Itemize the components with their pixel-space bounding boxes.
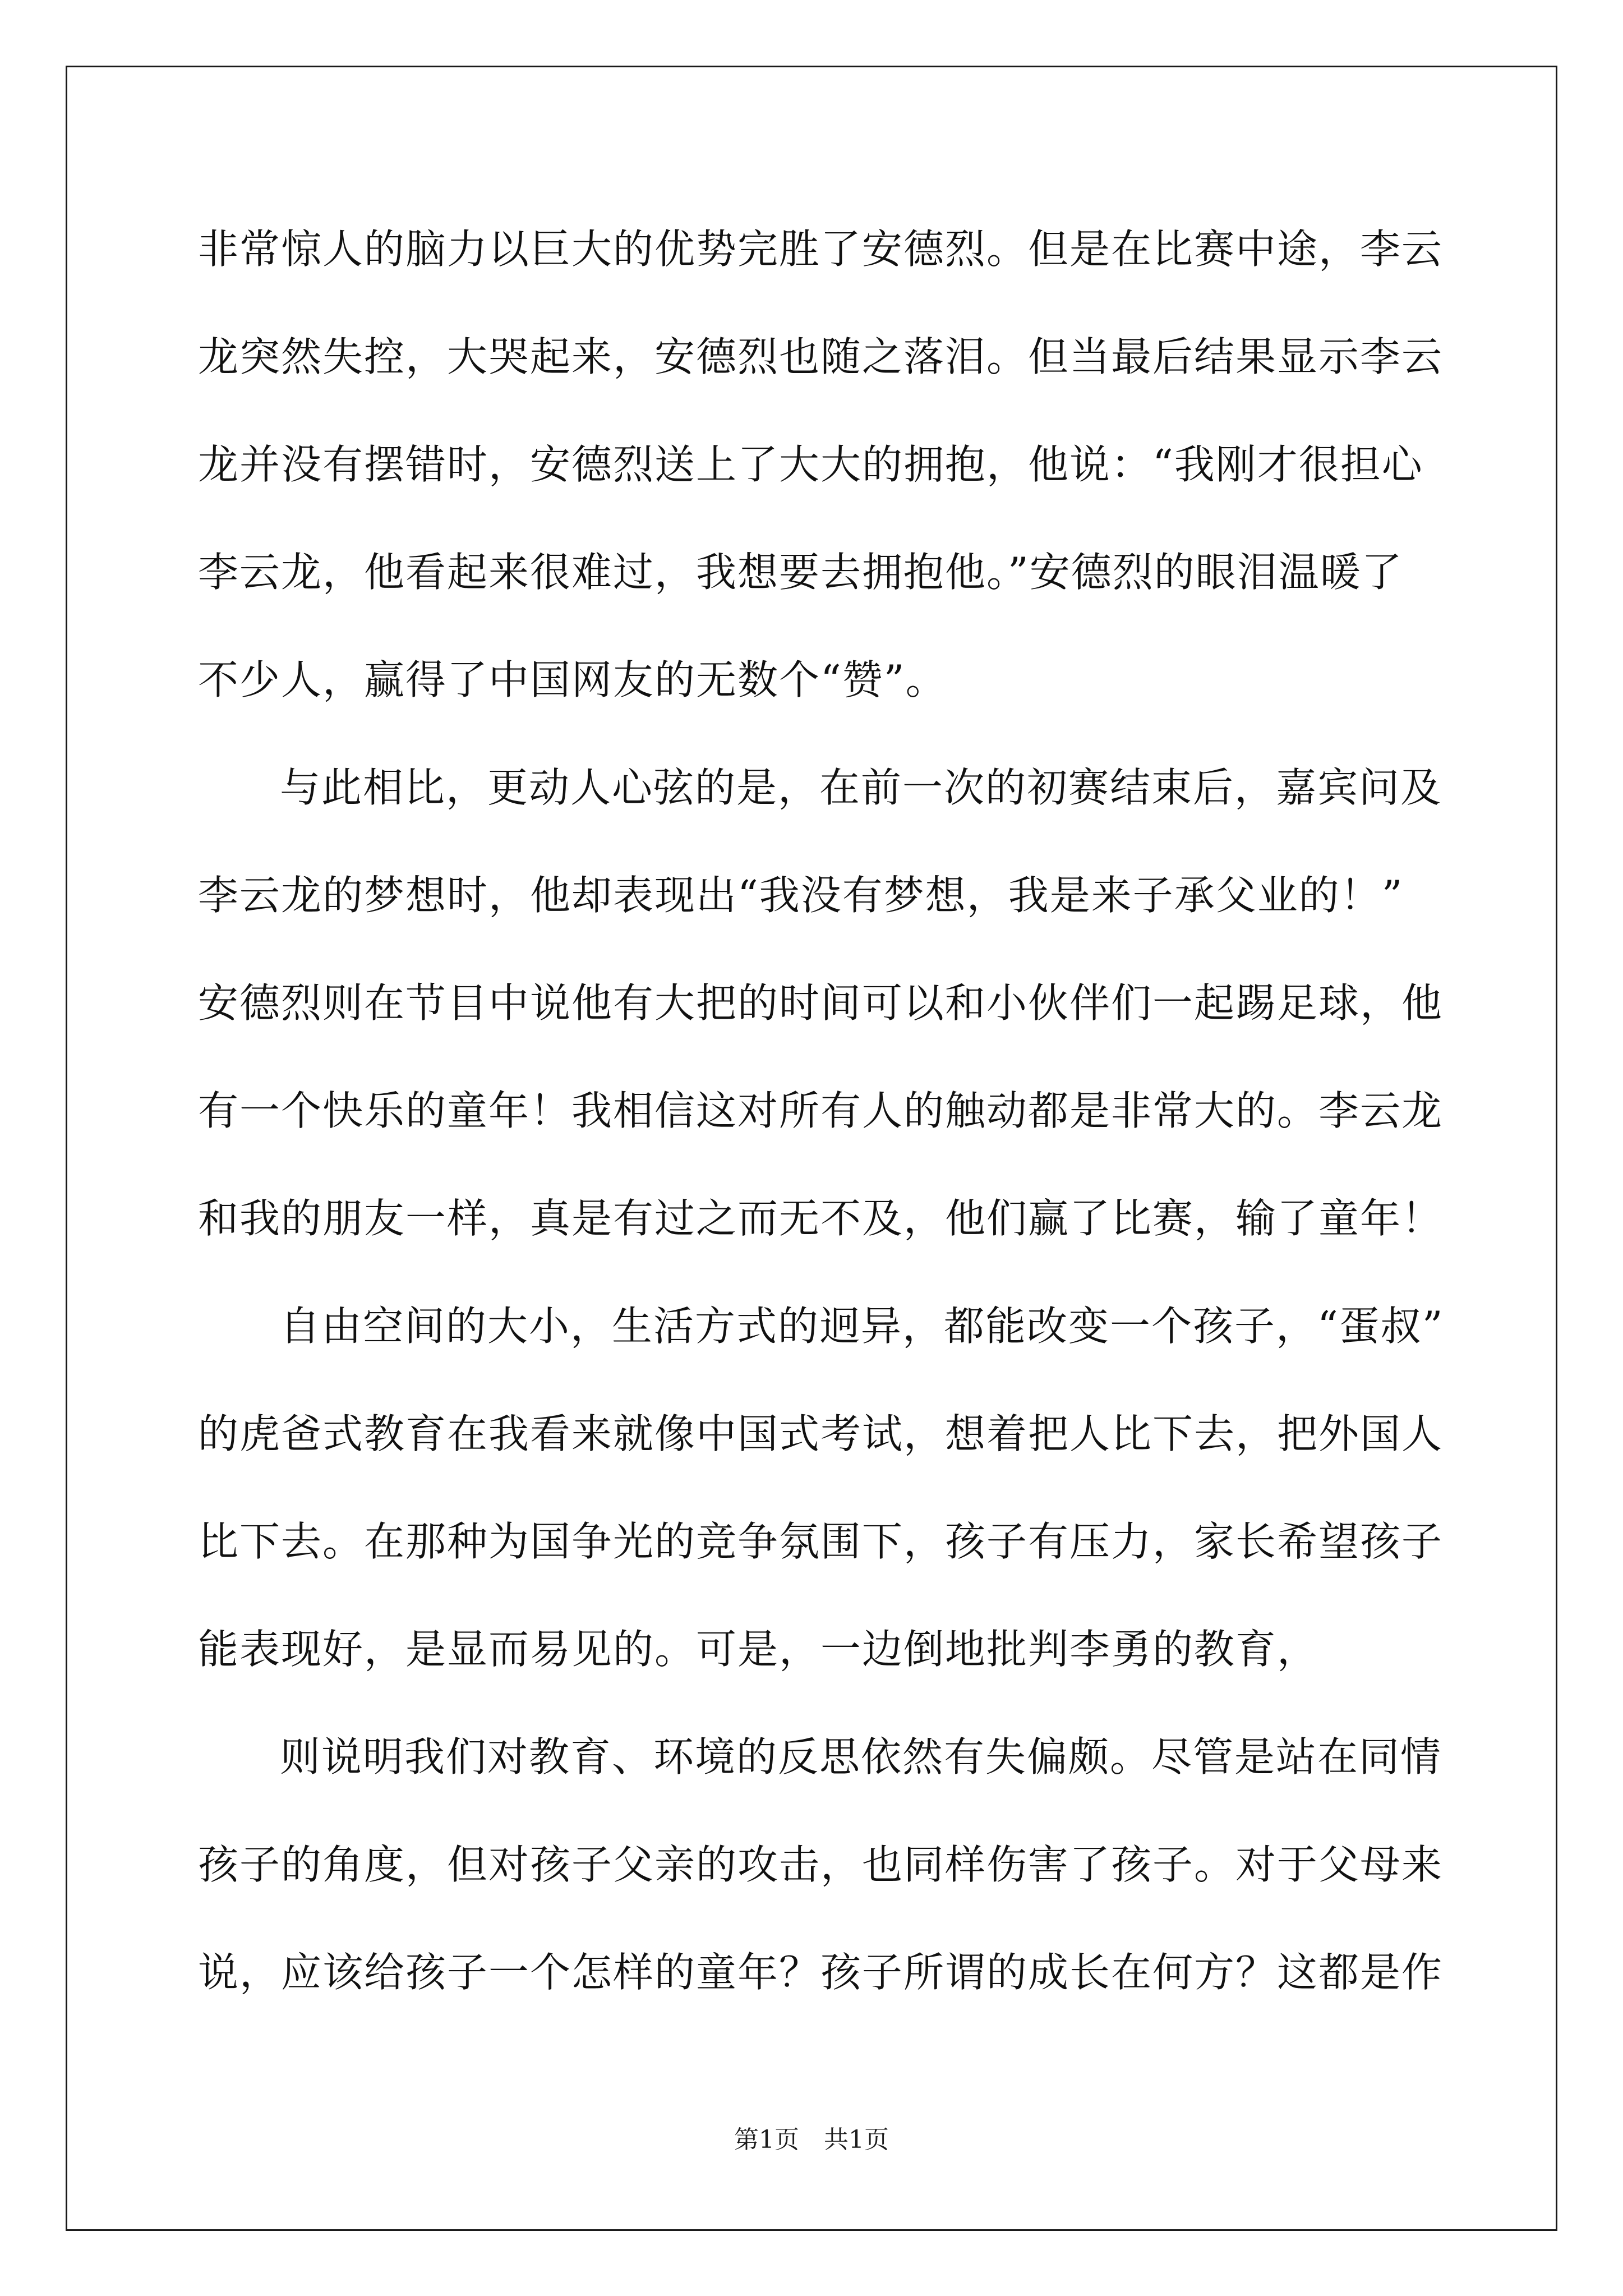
text-line: 和我的朋友一样，真是有过之而无不及，他们赢了比赛，输了童年！: [198, 1195, 1444, 1242]
text-line: 不少人，赢得了中国网友的无数个“赞”。: [198, 656, 947, 703]
paragraph-start-line: 自由空间的大小，生活方式的迥异，都能改变一个孩子，“蛋叔”: [280, 1303, 1444, 1350]
text-line: 李云龙的梦想时，他却表现出“我没有梦想，我是来子承父业的！”: [198, 872, 1404, 919]
text-line: 有一个快乐的童年！我相信这对所有人的触动都是非常大的。李云龙: [198, 1087, 1444, 1134]
text-line: 的虎爸式教育在我看来就像中国式考试，想着把人比下去，把外国人: [198, 1410, 1444, 1457]
text-line: 李云龙，他看起来很难过，我想要去拥抱他。”安德烈的眼泪温暖了: [198, 549, 1403, 596]
text-line: 说，应该给孩子一个怎样的童年？孩子所谓的成长在何方？这都是作: [198, 1949, 1444, 1996]
document-body: [198, 201, 1444, 2032]
page-footer: 第1页 共1页: [734, 2125, 889, 2154]
text-line: 能表现好，是显而易见的。可是，一边倒地批判李勇的教育，: [198, 1626, 1319, 1673]
text-line: 非常惊人的脑力以巨大的优势完胜了安德烈。但是在比赛中途，李云: [198, 226, 1444, 273]
text-line: 龙突然失控，大哭起来，安德烈也随之落泪。但当最后结果显示李云: [198, 333, 1444, 380]
text-line: 龙并没有摆错时，安德烈送上了大大的拥抱，他说：“我刚才很担心: [198, 441, 1423, 488]
paragraph-start-line: 则说明我们对教育、环境的反思依然有失偏颇。尽管是站在同情: [280, 1733, 1442, 1780]
text-line: 安德烈则在节目中说他有大把的时间可以和小伙伴们一起踢足球，他: [198, 979, 1444, 1027]
text-line: 比下去。在那种为国争光的竞争氛围下，孩子有压力，家长希望孩子: [198, 1518, 1444, 1565]
text-line: 孩子的角度，但对孩子父亲的攻击，也同样伤害了孩子。对于父母来: [198, 1841, 1444, 1888]
paragraph-start-line: 与此相比，更动人心弦的是，在前一次的初赛结束后，嘉宾问及: [280, 764, 1442, 811]
